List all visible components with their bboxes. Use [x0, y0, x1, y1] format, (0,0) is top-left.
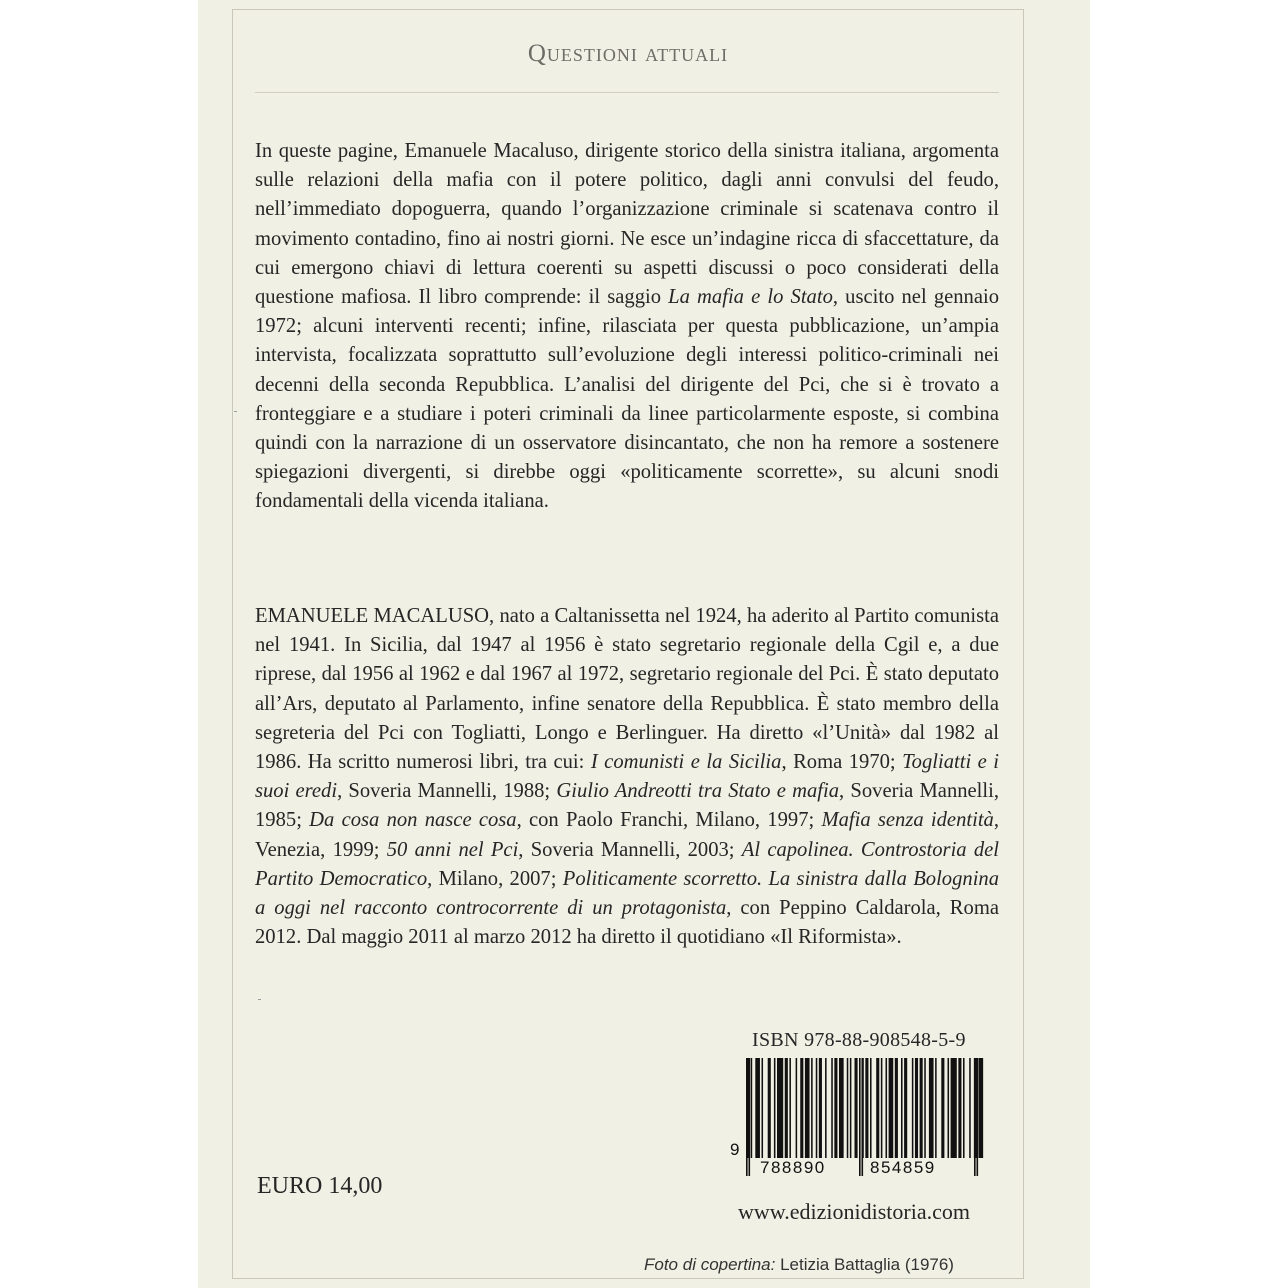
bio-text: , Soveria Mannelli, 2003;	[518, 838, 742, 861]
bio-book-title: Politicamente scorretto. La sinistra dalla Bolognina a oggi nel racconto controcorrente di un protagonista	[255, 867, 1000, 920]
bio-book-title: Mafia senza identità	[821, 809, 994, 832]
photo-credit	[644, 1255, 954, 1275]
photo-credit-label: Foto di copertina:	[644, 1255, 776, 1274]
bio-text: , Soveria Mannelli, 1988;	[337, 780, 557, 803]
bio-book-title: 50 anni nel Pci	[386, 838, 519, 861]
description-title-italic: La mafia e lo Stato	[668, 286, 833, 309]
barcode-lead-digit: 9	[730, 1140, 740, 1159]
series-title: Questioni attuali	[527, 40, 729, 67]
bio-text: , con Paolo Franchi, Milano, 1997;	[516, 809, 822, 832]
bio-book-title: I comunisti e la Sicilia	[590, 751, 782, 774]
bio-text: , Milano, 2007;	[427, 867, 563, 890]
bio-text: EMANUELE MACALUSO, nato a Caltanissetta nel 1924, ha aderito al Partito comunista nel 1941. In Sicilia, dal 1947 al 1956 è stato segretario regionale della Cgil e, a due riprese, dal 1956 al 1962 e dal 1967 al 1972, segretario regionale del Pci. È stato deputato all’Ars, deputato al Parlamento, infine senatore della Repubblica. È stato membro della segreteria del Pci con Togliatti, Longo e Berlinguer. Ha diretto «l’Unità» dal 1982 al 1986. Ha scritto numerosi libri, tra cui:	[255, 605, 999, 774]
bio-book-title: Giulio Andreotti tra Stato e mafia	[556, 780, 840, 803]
title-divider	[255, 92, 999, 93]
book-description	[255, 137, 999, 517]
barcode-left-digits: 788890	[760, 1158, 826, 1177]
description-text-2: , uscito nel gennaio 1972; alcuni interventi recenti; infine, rilasciata per questa pubblicazione, un’ampia intervista, focalizzata soprattutto sull’evoluzione degli interessi politico-criminali nei decenni della seconda Repubblica. L’analisi del dirigente del Pci, che si è trovato a fronteggiare e a studiare i poteri criminali da linee particolarmente esposte, si combina quindi con la narrazione di un osservatore disincantato, che non ha remore a sostenere spiegazioni divergenti, si direbbe oggi «politicamente scorrette», su alcuni snodi fondamentali della vicenda italiana.	[255, 286, 1000, 513]
bio-book-title: Al capolinea. Controstoria del Partito Democratico	[255, 838, 999, 890]
print-mark	[234, 411, 237, 412]
bio-text: , Soveria Mannelli, 1985;	[255, 780, 999, 832]
bio-text: , con Peppino Caldarola, Roma 2012. Dal maggio 2011 al marzo 2012 ha diretto il quotidiano «Il Riformista».	[255, 897, 999, 949]
barcode-right-digits: 854859	[870, 1158, 936, 1177]
bio-text: , Venezia, 1999;	[255, 809, 999, 861]
price: EURO 14,00	[257, 1173, 383, 1199]
bio-book-title: Togliatti e i suoi eredi	[255, 751, 999, 803]
barcode	[728, 1058, 993, 1186]
photo-credit-name: Letizia Battaglia (1976)	[775, 1255, 954, 1274]
description-text-1: In queste pagine, Emanuele Macaluso, dirigente storico della sinistra italiana, argomenta sulle relazioni della mafia con il potere politico, dagli anni convulsi del feudo, nell’immediato dopoguerra, quando l’organizzazione criminale si scatenava contro il movimento contadino, fino ai nostri giorni. Ne esce un’indagine ricca di sfaccettature, da cui emergono chiavi di lettura coerenti su aspetti discussi o poco considerati della questione mafiosa. Il libro comprende: il saggio	[255, 140, 999, 309]
bio-text: , Roma 1970;	[781, 751, 903, 774]
isbn-label: ISBN 978-88-908548-5-9	[752, 1029, 966, 1051]
print-mark	[258, 999, 261, 1000]
publisher-website: www.edizionidistoria.com	[738, 1199, 970, 1224]
author-biography	[255, 602, 999, 952]
bio-book-title: Da cosa non nasce cosa	[309, 809, 517, 832]
